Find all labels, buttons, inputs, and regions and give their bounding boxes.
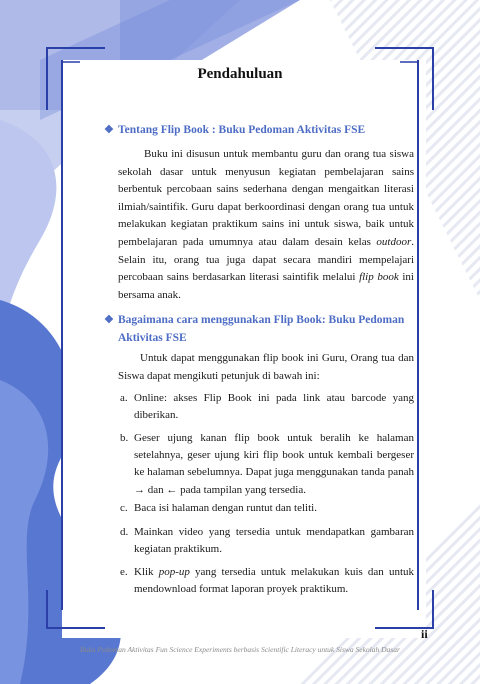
list-marker: c.: [120, 502, 128, 514]
diamond-bullet-icon: ❖: [104, 124, 114, 136]
list-item-italic: pop-up: [158, 566, 190, 578]
list-item-text: dan: [145, 483, 167, 496]
list-item-text: Geser ujung kanan flip book untuk beralih ke halaman setelahnya, geser ujung kiri flip book untuk kembali bergeser ke halaman sebelumnya. Dapat juga menggunakan tanda panah: [134, 432, 414, 479]
page-number: ii: [421, 627, 428, 641]
list-item-text: yang tersedia untuk melakukan kuis dan untuk mendownload format laporan proyek praktikum.: [134, 566, 414, 596]
paragraph-text: Buku ini disusun untuk membantu guru dan orang tua siswa sekolah dasar untuk menyusun kegiatan pembelajaran sains berbentuk percobaan sains sederhana dengan mengaitkan literasi ilmiah/saintifik. Guru dapat berkoordinasi dengan orang tua untuk melakukan kegiatan praktikum sains ini untuk siswa, baik untuk pembelajaran pada umumnya atau dalam desain kelas: [118, 148, 414, 248]
diamond-bullet-icon: ❖: [104, 314, 114, 326]
paragraph-italic: outdoor: [376, 235, 412, 248]
footer-text: Buku Pedoman Aktivitas Fun Science Experiments berbasis Scientific Literacy untuk Siswa Sekolah Dasar: [80, 645, 400, 654]
list-marker: e.: [120, 566, 128, 578]
list-item-text: Online: akses Flip Book ini pada link atau barcode yang diberikan.: [134, 392, 414, 422]
page-title: Pendahuluan: [197, 66, 283, 82]
list-item-text: Baca isi halaman dengan runtut dan teliti.: [134, 502, 317, 514]
paragraph-text: . Selain itu, orang tua juga dapat secara mandiri mempelajari percobaan sains berdasarkan literasi saintifik melalui: [118, 235, 414, 284]
section-heading-text: Tentang Flip Book : Buku Pedoman Aktivitas FSE: [118, 124, 366, 136]
section-heading-text: Aktivitas FSE: [118, 332, 187, 344]
arrow-right-icon: →: [134, 483, 145, 496]
list-item-text: pada tampilan yang tersedia.: [177, 483, 306, 496]
paragraph-text: ini bersama anak.: [118, 271, 414, 301]
list-marker: d.: [120, 526, 129, 538]
list-marker: a.: [120, 392, 128, 404]
list-item: [120, 564, 414, 598]
about-paragraph: [118, 146, 414, 304]
list-item: [120, 500, 414, 517]
list-marker: b.: [120, 432, 129, 444]
section-heading-howto: [104, 311, 404, 347]
section-heading-about: [104, 121, 365, 139]
howto-intro: Untuk dapat menggunakan flip book ini Guru, Orang tua dan Siswa dapat mengikuti petunjuk di bawah ini:: [118, 352, 414, 382]
arrow-left-icon: ←: [166, 483, 178, 496]
list-item: [120, 390, 414, 424]
section-heading-text: Bagaimana cara menggunakan Flip Book: Buku Pedoman: [118, 314, 405, 326]
paragraph-italic: flip book: [359, 271, 399, 284]
list-item-text: Mainkan video yang tersedia untuk mendapatkan gambaran kegiatan praktikum.: [134, 526, 414, 556]
list-item-text: Klik: [134, 566, 159, 578]
list-item: [120, 430, 414, 499]
list-item: [120, 524, 414, 558]
